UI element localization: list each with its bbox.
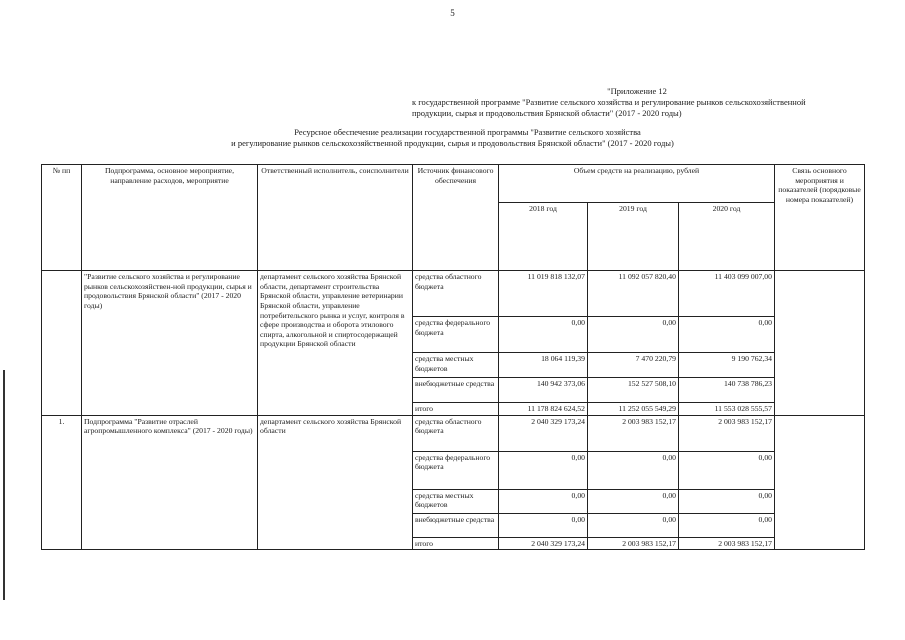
value-2019: 0,00 [588,489,679,513]
value-2020: 0,00 [679,513,775,537]
value-2019: 0,00 [588,513,679,537]
value-2019: 0,00 [588,451,679,489]
value-2019: 2 003 983 152,17 [588,415,679,451]
value-2018: 11 019 818 132,07 [499,271,588,317]
value-2019: 152 527 508,10 [588,378,679,403]
source-cell: средства федерального бюджета [413,317,499,353]
header-link: Связь основного мероприятия и показателей (порядковые номера показателей) [775,165,865,271]
value-2020: 2 003 983 152,17 [679,415,775,451]
appendix-line-1: "Приложение 12 [607,86,667,96]
value-2018: 0,00 [499,489,588,513]
title-line-2: и регулирование рынков сельскохозяйственной продукции, сырья и продовольствия Брянской области" (2017 - 2020 годы) [231,138,674,149]
value-2020: 9 190 762,34 [679,353,775,378]
value-2018: 140 942 373,06 [499,378,588,403]
header-subprogram: Подпрограмма, основное мероприятие, направление расходов, мероприятие [82,165,258,271]
source-cell: средства местных бюджетов [413,353,499,378]
document-title [0,127,905,149]
page-number: 5 [450,8,455,18]
program-executor: департамент сельского хозяйства Брянской области, департамент строительства Брянской области, управление ветеринарии Брянской области, управление потребительского рынка и услуг, контроля в сфере производства и оборота этилового спирта, алкогольной и спиртосодержащей продукции Брянской области [258,271,413,416]
value-2020: 140 738 786,23 [679,378,775,403]
source-cell-total: итого [413,537,499,550]
total-2019: 2 003 983 152,17 [588,537,679,550]
program-name: "Развитие сельского хозяйства и регулирование рынков сельскохозяйствен-ной продукции, сырья и продовольствия Брянской области" (2017 - 2020 годы) [82,271,258,416]
row-number: 1. [42,415,82,550]
source-cell: средства местных бюджетов [413,489,499,513]
value-2020: 0,00 [679,451,775,489]
value-2018: 18 064 119,39 [499,353,588,378]
value-2018: 2 040 329 173,24 [499,415,588,451]
source-cell: внебюджетные средства [413,378,499,403]
header-2019: 2019 год [588,203,679,271]
value-2019: 0,00 [588,317,679,353]
header-no: № пп [42,165,82,271]
appendix-line-2: к государственной программе "Развитие сельского хозяйства и регулирование рынков сельскохозяйственной [412,97,806,108]
appendix-line-3: продукции, сырья и продовольствия Брянской области" (2017 - 2020 годы) [412,108,682,119]
value-2019: 7 470 220,79 [588,353,679,378]
value-2020: 0,00 [679,317,775,353]
value-2018: 0,00 [499,513,588,537]
title-line-1: Ресурсное обеспечение реализации государственной программы "Развитие сельского хозяйства [294,127,641,137]
value-2020: 11 403 099 007,00 [679,271,775,317]
total-2018: 11 178 824 624,52 [499,403,588,416]
total-2020: 2 003 983 152,17 [679,537,775,550]
program-executor: департамент сельского хозяйства Брянской области [258,415,413,550]
header-volume: Объем средств на реализацию, рублей [499,165,775,203]
link-cell [775,271,865,416]
total-2019: 11 252 055 549,29 [588,403,679,416]
total-2018: 2 040 329 173,24 [499,537,588,550]
table-row [42,415,865,451]
source-cell: средства областного бюджета [413,271,499,317]
appendix-caption [412,86,862,119]
table-row [42,271,865,317]
value-2018: 0,00 [499,317,588,353]
header-source: Источник финансового обеспечения [413,165,499,271]
row-number [42,271,82,416]
program-name: Подпрограмма "Развитие отраслей агропромышленного комплекса" (2017 - 2020 годы) [82,415,258,550]
source-cell: средства областного бюджета [413,415,499,451]
header-executor: Ответственный исполнитель, соисполнители [258,165,413,271]
resource-table [41,164,865,550]
value-2018: 0,00 [499,451,588,489]
value-2020: 0,00 [679,489,775,513]
binding-mark [3,370,5,600]
source-cell: внебюджетные средства [413,513,499,537]
value-2019: 11 092 057 820,40 [588,271,679,317]
header-2020: 2020 год [679,203,775,271]
link-cell [775,415,865,550]
header-2018: 2018 год [499,203,588,271]
source-cell: средства федерального бюджета [413,451,499,489]
source-cell-total: итого [413,403,499,416]
total-2020: 11 553 028 555,57 [679,403,775,416]
